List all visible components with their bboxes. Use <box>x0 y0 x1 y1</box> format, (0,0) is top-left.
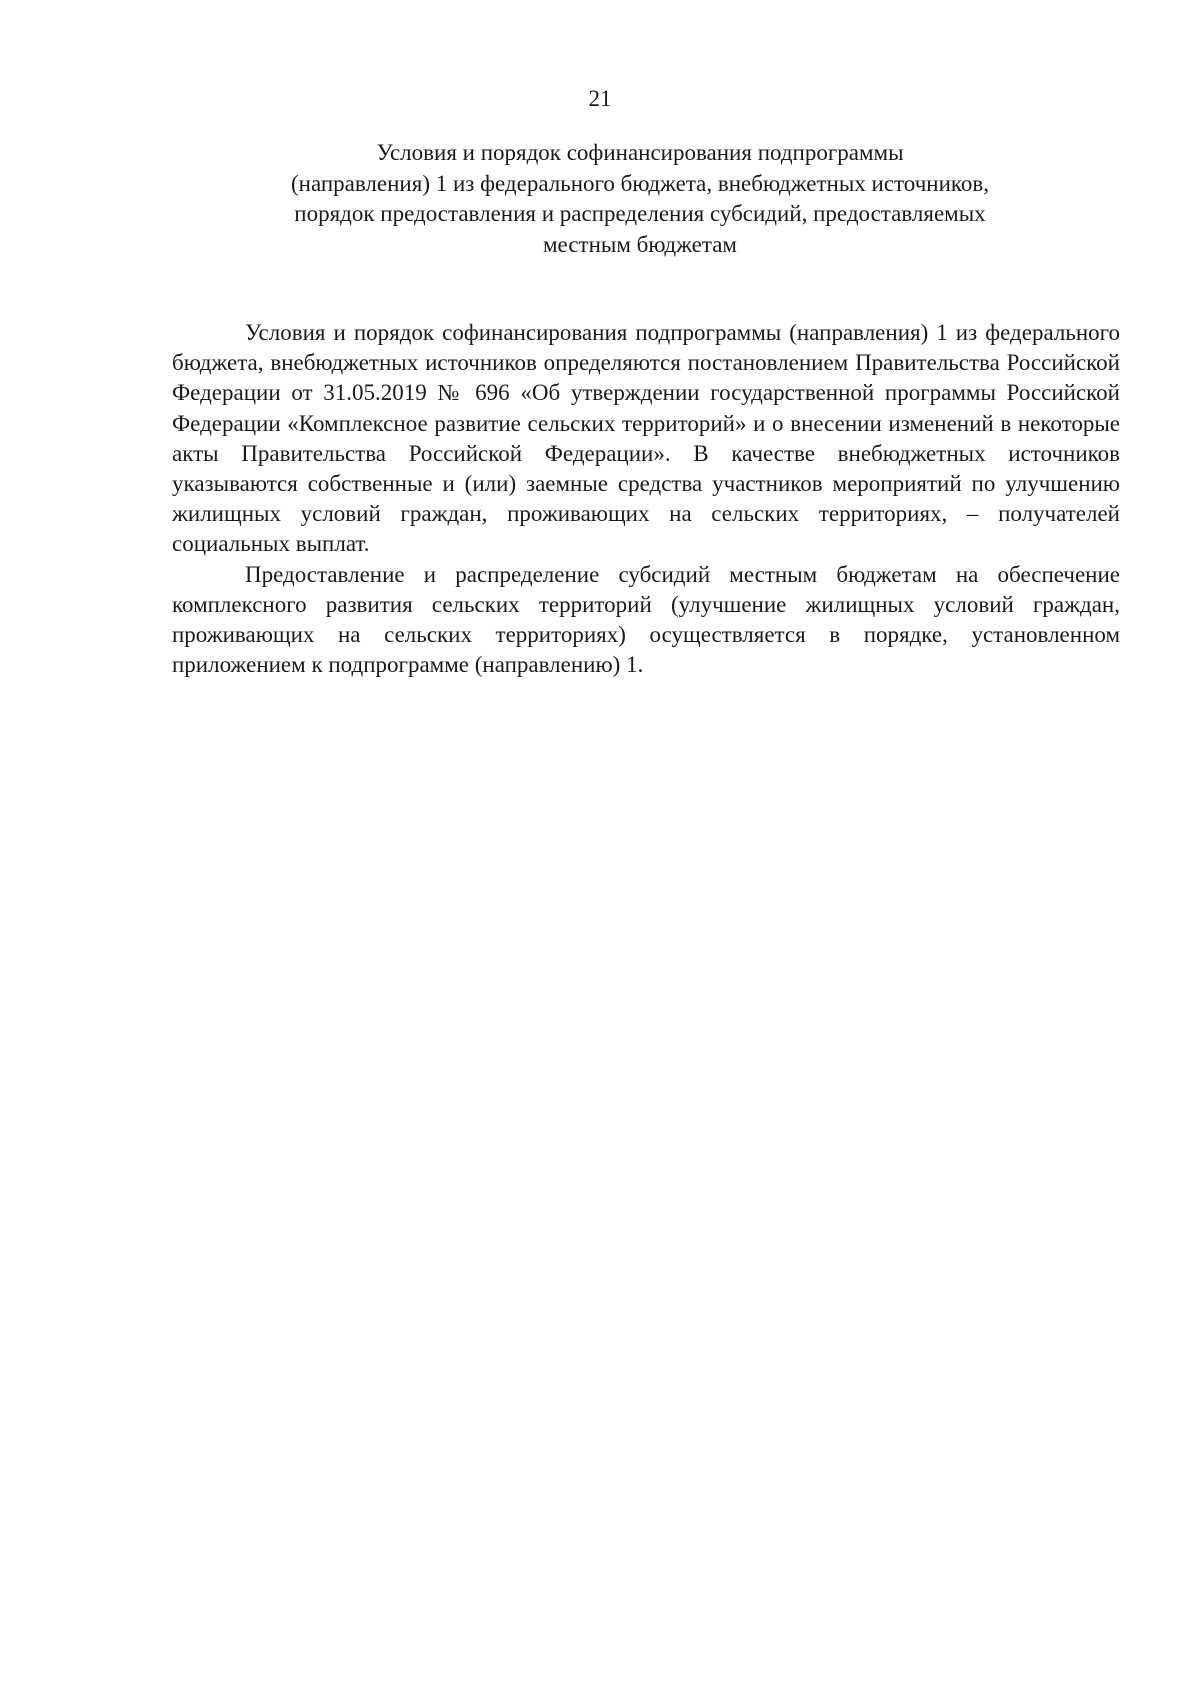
document-title <box>160 138 1120 260</box>
paragraph-subsidy-distribution: Предоставление и распределение субсидий местным бюджетам на обеспечение комплексного развития сельских территорий (улучшение жилищных условий граждан, проживающих на сельских территориях) осуществляется в порядке, установленном приложением к подпрограмме (направлению) 1. <box>172 561 1120 678</box>
document-body <box>172 318 1120 680</box>
paragraph-cofinancing-conditions: Условия и порядок софинансирования подпрограммы (направления) 1 из федерального бюджета, внебюджетных источников определяются постановлением Правительства Российской Федерации от 31.05.2019 № 696 «Об утверждении государственной программы Российской Федерации «Комплексное развитие сельских территорий» и о внесении изменений в некоторые акты Правительства Российской Федерации». В качестве внебюджетных источников указываются собственные и (или) заемные средства участников мероприятий по улучшению жилищных условий граждан, проживающих на сельских территориях, – получателей социальных выплат. <box>172 320 1120 557</box>
title-line-2: (направления) 1 из федерального бюджета, внебюджетных источников, <box>290 170 990 196</box>
title-line-4: местным бюджетам <box>543 231 737 257</box>
title-line-3: порядок предоставления и распределения субсидий, предоставляемых <box>294 201 986 226</box>
title-line-1: Условия и порядок софинансирования подпрограммы <box>376 140 904 165</box>
page-number: 21 <box>588 86 612 111</box>
